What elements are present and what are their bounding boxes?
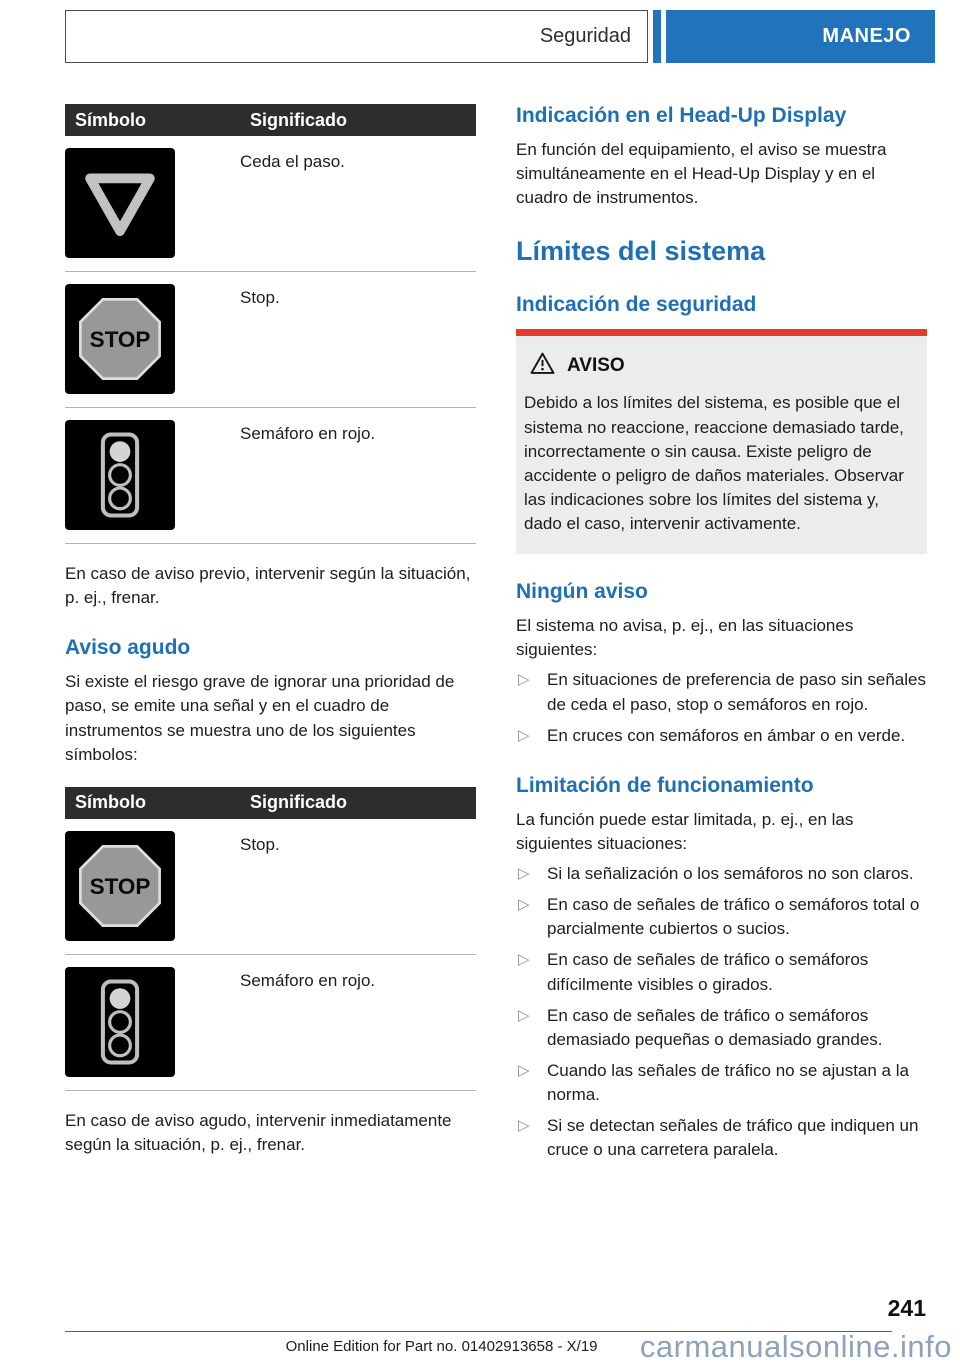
no-warning-heading: Ningún aviso <box>516 580 648 604</box>
page-header <box>65 10 935 63</box>
list-item <box>516 862 927 886</box>
symbol-column-header: Símbolo <box>65 104 240 136</box>
warning-body: Debido a los límites del sistema, es posible que el sistema no reaccione, reaccione demasiado tarde, incorrectamente o sin causa. Existe peligro de accidente o peligro de daños materiales. Observar las indicaciones sobre los límites del sistema y, dado el caso, intervenir activamente. <box>524 393 904 533</box>
warning-triangle-icon <box>530 351 555 381</box>
symbol-column-header: Símbolo <box>65 787 240 819</box>
list-item <box>516 948 927 996</box>
triangle-bullet-icon: ▷ <box>518 896 530 914</box>
svg-text:STOP: STOP <box>89 327 151 353</box>
functional-limitation-intro: La función puede estar limitada, p. ej., en las siguientes situaciones: <box>516 809 854 853</box>
triangle-bullet-icon: ▷ <box>518 1117 530 1135</box>
meaning-column-header: Significado <box>240 104 476 136</box>
list-item-text: En caso de señales de tráfico o semáforos total o parcialmente cubiertos o sucios. <box>547 895 920 939</box>
chapter-title: MANEJO <box>822 25 911 47</box>
stop-sign-icon <box>65 284 175 394</box>
triangle-bullet-icon: ▷ <box>518 865 530 882</box>
section-title: Seguridad <box>539 25 631 47</box>
traffic-light-icon <box>65 967 175 1077</box>
symbol-meaning: Stop. <box>240 819 476 955</box>
triangle-bullet-icon: ▷ <box>518 726 530 744</box>
left-column <box>65 104 476 1169</box>
no-warning-list <box>516 668 927 747</box>
triangle-bullet-icon: ▷ <box>518 1061 530 1079</box>
triangle-bullet-icon: ▷ <box>518 951 530 969</box>
table-row-yield <box>65 136 476 272</box>
acute-warning-note: En caso de aviso agudo, intervenir inmediatamente según la situación, p. ej., frenar. <box>65 1110 452 1154</box>
content <box>65 104 927 1169</box>
no-warning-intro: El sistema no avisa, p. ej., en las situaciones siguientes: <box>516 616 854 660</box>
list-item-text: En situaciones de preferencia de paso sin señales de ceda el paso, stop o semáforos en rojo. <box>547 670 926 714</box>
table-row-stop <box>65 272 476 408</box>
section-header-box <box>65 10 648 63</box>
header-accent-bar <box>653 10 661 63</box>
acute-warning-heading: Aviso agudo <box>65 636 191 660</box>
list-item <box>516 1004 927 1052</box>
chapter-tab <box>666 10 935 63</box>
warning-head <box>524 348 917 391</box>
edition-note: Online Edition for Part no. 01402913658 - X/19 <box>285 1338 598 1355</box>
triangle-bullet-icon: ▷ <box>518 671 530 689</box>
acute-warning-symbol-table <box>65 787 476 1091</box>
list-item-text: Si se detectan señales de tráfico que indiquen un cruce o una carretera paralela. <box>547 1116 919 1160</box>
list-item <box>516 668 927 716</box>
symbol-meaning: Stop. <box>240 272 476 408</box>
list-item-text: Si la señalización o los semáforos no son claros. <box>547 864 914 883</box>
acute-warning-intro: Si existe el riesgo grave de ignorar una prioridad de paso, se emite una señal y en el cuadro de instrumentos se muestra uno de los siguientes símbolos: <box>65 672 455 764</box>
list-item-text: En cruces con semáforos en ámbar o en verde. <box>547 725 906 745</box>
table-row-traffic-light <box>65 408 476 544</box>
warning-label: AVISO <box>567 355 625 377</box>
right-column <box>516 104 927 1169</box>
list-item-text: En caso de señales de tráfico o semáforos difícilmente visibles o girados. <box>547 950 869 994</box>
safety-warning-box <box>516 329 927 554</box>
hud-body: En función del equipamiento, el aviso se muestra simultáneamente en el Head-Up Display y en el cuadro de instrumentos. <box>516 140 887 208</box>
watermark: carmanualsonline.info <box>639 1329 952 1362</box>
list-item-text: En caso de señales de tráfico o semáforos demasiado pequeñas o demasiado grandes. <box>547 1005 883 1049</box>
list-item <box>516 724 927 748</box>
page-number: 241 <box>887 1295 926 1321</box>
pre-warning-note: En caso de aviso previo, intervenir según la situación, p. ej., frenar. <box>65 564 471 608</box>
pre-warning-symbol-table <box>65 104 476 544</box>
triangle-bullet-icon: ▷ <box>518 1006 530 1024</box>
yield-sign-icon <box>65 148 175 258</box>
list-item-text: Cuando las señales de tráfico no se ajustan a la norma. <box>547 1060 909 1104</box>
list-item <box>516 1059 927 1107</box>
table-row-traffic-light <box>65 954 476 1090</box>
table-row-stop <box>65 819 476 955</box>
traffic-light-icon <box>65 420 175 530</box>
system-limits-heading: Límites del sistema <box>516 236 766 267</box>
list-item <box>516 1114 927 1162</box>
stop-sign-icon <box>65 831 175 941</box>
functional-limitation-heading: Limitación de funcionamiento <box>516 773 814 797</box>
symbol-meaning: Ceda el paso. <box>240 136 476 272</box>
symbol-meaning: Semáforo en rojo. <box>240 408 476 544</box>
svg-text:STOP: STOP <box>89 873 151 899</box>
safety-note-heading: Indicación de seguridad <box>516 293 757 317</box>
list-item <box>516 893 927 941</box>
hud-heading: Indicación en el Head-Up Display <box>516 104 847 127</box>
functional-limitation-list <box>516 862 927 1162</box>
meaning-column-header: Significado <box>240 787 476 819</box>
symbol-meaning: Semáforo en rojo. <box>240 954 476 1090</box>
